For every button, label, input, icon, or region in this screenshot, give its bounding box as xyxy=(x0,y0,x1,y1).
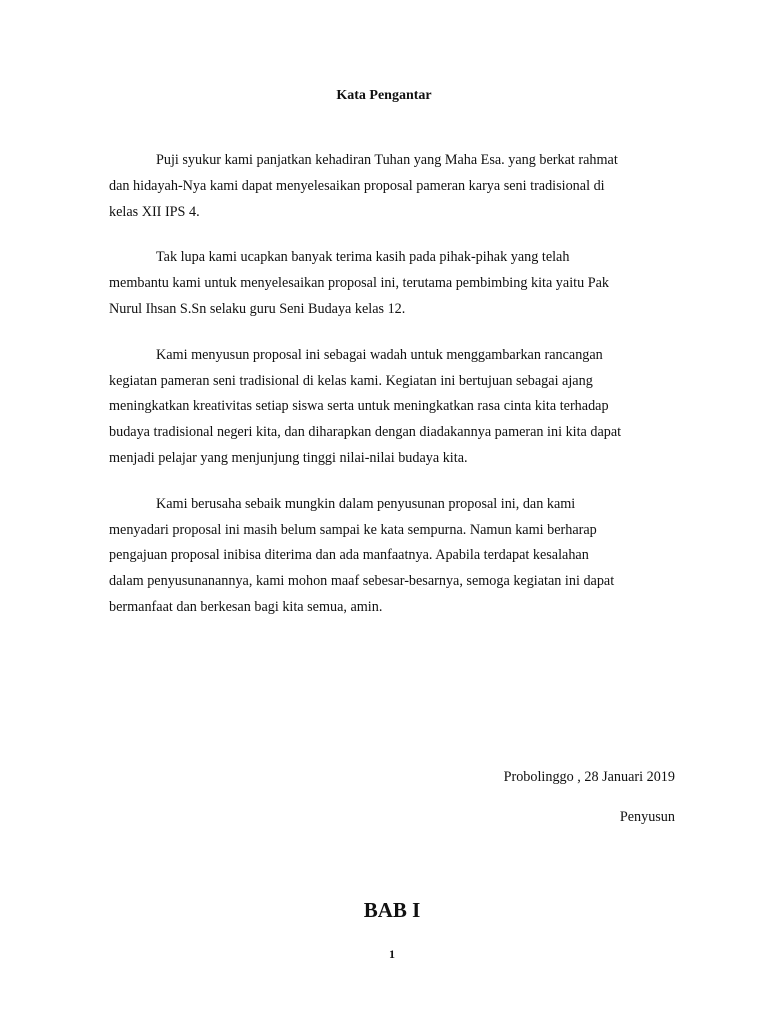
paragraph-line: kelas XII IPS 4. xyxy=(109,203,200,220)
paragraph-line: Kami menyusun proposal ini sebagai wadah untuk menggambarkan rancangan xyxy=(156,346,603,363)
place-date: Probolinggo , 28 Januari 2019 xyxy=(503,769,675,785)
paragraph-line: Puji syukur kami panjatkan kehadiran Tuhan yang Maha Esa. yang berkat rahmat xyxy=(156,152,618,168)
paragraph-line: dalam penyusunanannya, kami mohon maaf sebesar-besarnya, semoga kegiatan ini dapat xyxy=(109,573,615,590)
paragraph-line: bermanfaat dan berkesan bagi kita semua, amin. xyxy=(109,598,383,615)
paragraph-line: pengajuan proposal inibisa diterima dan ada manfaatnya. Apabila terdapat kesalahan xyxy=(109,547,589,564)
paragraph-line: kegiatan pameran seni tradisional di kelas kami. Kegiatan ini bertujuan sebagai ajang xyxy=(109,372,593,389)
paragraph-line: menyadari proposal ini masih belum sampai ke kata sempurna. Namun kami berharap xyxy=(109,521,597,538)
paragraph-line: meningkatkan kreativitas setiap siswa serta untuk meningkatkan rasa cinta kita terhadap xyxy=(109,398,609,415)
paragraph-3 xyxy=(109,343,669,472)
chapter-heading: BAB I xyxy=(363,898,421,922)
paragraph-line: menjadi pelajar yang menjunjung tinggi nilai-nilai budaya kita. xyxy=(109,449,468,466)
paragraph-1 xyxy=(109,148,669,225)
paragraph-line: Kami berusaha sebaik mungkin dalam penyusunan proposal ini, dan kami xyxy=(156,495,576,512)
page-title: Kata Pengantar xyxy=(336,88,432,103)
page-number: 1 xyxy=(389,947,395,961)
paragraph-line: Nurul Ihsan S.Sn selaku guru Seni Budaya kelas 12. xyxy=(109,300,406,317)
paragraph-line: budaya tradisional negeri kita, dan diharapkan dengan diadakannya pameran ini kita dapat xyxy=(109,424,622,441)
paragraph-line: dan hidayah-Nya kami dapat menyelesaikan proposal pameran karya seni tradisional di xyxy=(109,177,605,194)
document-body xyxy=(109,148,669,641)
paragraph-4 xyxy=(109,492,669,621)
paragraph-2 xyxy=(109,245,669,322)
signer-label: Penyusun xyxy=(619,809,675,825)
paragraph-line: Tak lupa kami ucapkan banyak terima kasih pada pihak-pihak yang telah xyxy=(156,249,570,266)
paragraph-line: membantu kami untuk menyelesaikan proposal ini, terutama pembimbing kita yaitu Pak xyxy=(109,275,609,292)
